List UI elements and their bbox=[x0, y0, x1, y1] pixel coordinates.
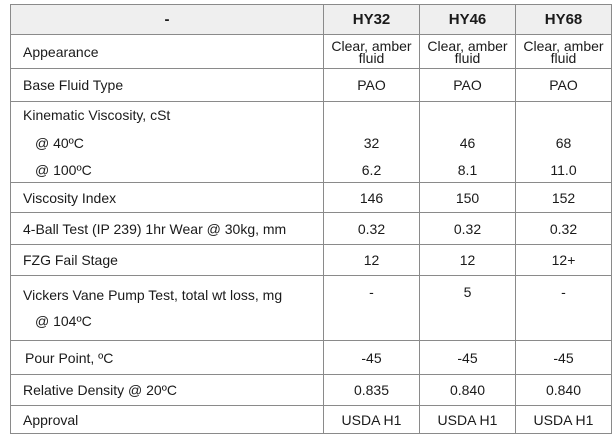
cell-hy68: PAO bbox=[516, 69, 612, 102]
cell-hy46: PAO bbox=[420, 69, 516, 102]
value-40c: 68 bbox=[555, 134, 572, 151]
value-100c: 6.2 bbox=[361, 161, 382, 178]
cell-hy32: Clear, amber fluid bbox=[324, 35, 420, 69]
specification-table bbox=[10, 4, 612, 434]
header-property-cell: - bbox=[11, 5, 324, 35]
value-100c: 11.0 bbox=[550, 161, 577, 178]
row-label: Approval bbox=[11, 406, 324, 434]
cell-hy46 bbox=[420, 102, 516, 183]
table-row-approval bbox=[11, 406, 612, 434]
header-grade-hy46: HY46 bbox=[420, 5, 516, 35]
cell-hy32: -45 bbox=[324, 341, 420, 375]
cell-hy46: 0.32 bbox=[420, 213, 516, 245]
cell-hy68: 12+ bbox=[516, 245, 612, 276]
row-label-group bbox=[11, 102, 324, 183]
header-grade-hy68: HY68 bbox=[516, 5, 612, 35]
cell-hy46: Clear, amber fluid bbox=[420, 35, 516, 69]
row-label: Base Fluid Type bbox=[11, 69, 324, 102]
row-label: Pour Point, ºC bbox=[11, 341, 324, 375]
value-40c: 32 bbox=[363, 134, 380, 151]
cell-hy68: USDA H1 bbox=[516, 406, 612, 434]
cell-hy32: USDA H1 bbox=[324, 406, 420, 434]
table-header-row bbox=[11, 5, 612, 35]
value-40c: 46 bbox=[459, 134, 476, 151]
table-row-base-fluid bbox=[11, 69, 612, 102]
cell-hy32: 0.32 bbox=[324, 213, 420, 245]
table-row-vickers bbox=[11, 276, 612, 341]
cell-hy68: 0.840 bbox=[516, 375, 612, 406]
cell-hy32: 12 bbox=[324, 245, 420, 276]
cell-hy68: 0.32 bbox=[516, 213, 612, 245]
row-label: 4-Ball Test (IP 239) 1hr Wear @ 30kg, mm bbox=[11, 213, 324, 245]
value-100c: 8.1 bbox=[457, 161, 478, 178]
cell-hy46: USDA H1 bbox=[420, 406, 516, 434]
table-row-kinematic-viscosity bbox=[11, 102, 612, 183]
cell-hy32: 0.835 bbox=[324, 375, 420, 406]
cell-hy68 bbox=[516, 102, 612, 183]
cell-hy68: -45 bbox=[516, 341, 612, 375]
table-row-relative-density bbox=[11, 375, 612, 406]
table-row-viscosity-index bbox=[11, 183, 612, 213]
cell-hy46: 150 bbox=[420, 183, 516, 213]
header-grade-hy32: HY32 bbox=[324, 5, 420, 35]
sub-label-40c: @ 40ºC bbox=[35, 134, 84, 151]
row-label: Viscosity Index bbox=[11, 183, 324, 213]
cell-hy32: - bbox=[324, 276, 420, 341]
cell-hy68: 152 bbox=[516, 183, 612, 213]
table-row-pour-point bbox=[11, 341, 612, 375]
cell-hy32: 146 bbox=[324, 183, 420, 213]
table-row-fzg bbox=[11, 245, 612, 276]
cell-hy46: 0.840 bbox=[420, 375, 516, 406]
table-row-appearance bbox=[11, 35, 612, 69]
cell-hy32 bbox=[324, 102, 420, 183]
cell-hy68: - bbox=[516, 276, 612, 341]
cell-hy46: 12 bbox=[420, 245, 516, 276]
row-label: Kinematic Viscosity, cSt bbox=[23, 106, 171, 123]
row-label: Appearance bbox=[11, 35, 324, 69]
row-label: Relative Density @ 20ºC bbox=[11, 375, 324, 406]
cell-hy46: -45 bbox=[420, 341, 516, 375]
sub-label-100c: @ 100ºC bbox=[35, 161, 92, 178]
row-label: FZG Fail Stage bbox=[11, 245, 324, 276]
table-row-four-ball bbox=[11, 213, 612, 245]
row-label-condition: @ 104ºC bbox=[35, 313, 92, 329]
cell-hy46: 5 bbox=[420, 276, 516, 341]
cell-hy68: Clear, amber fluid bbox=[516, 35, 612, 69]
cell-hy32: PAO bbox=[324, 69, 420, 102]
row-label-group bbox=[11, 276, 324, 341]
row-label: Vickers Vane Pump Test, total wt loss, mg bbox=[23, 287, 283, 303]
